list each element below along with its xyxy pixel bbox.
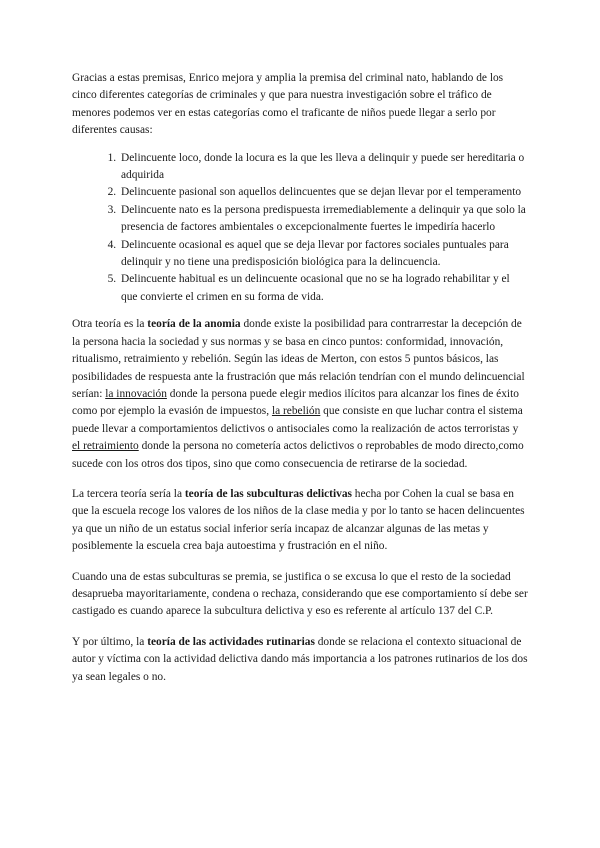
intro-paragraph: Gracias a estas premisas, Enrico mejora y amplia la premisa del criminal nato, hablando de los cinco diferentes categorías de criminales y que para nuestra investigación sobre el tráfico de menores podemos ver en estas categorías como el traficante de niños puede llegar a serlo por diferentes causas: [72, 72, 504, 137]
text-run: donde se relaciona el contexto situacional de autor y víctima con la actividad delictiva dando más importancia a los patrones rutinarios de los dos ya sean legales o no. [72, 635, 528, 683]
text-run: donde la persona puede elegir medios ilícitos para alcanzar los fines de éxito como por ejemplo la evasión de impuestos, [72, 387, 519, 418]
underlined-retraimiento: el retraimiento [72, 440, 139, 453]
text-run: hecha por Cohen la cual se basa en que la escuela recoge los valores de los niños de la clase media y por lo tanto se hacen delincuentes ya que un niño de un estatus social inferior sería incapaz de alcanzar algunas de las metas y posiblemente la escuela crea baja autoestima y frustración en el niño. [72, 487, 525, 553]
list-item: 2. Delincuente pasional son aquellos delincuentes que se dejan llevar por el temperamento [119, 184, 528, 201]
anomia-paragraph [72, 316, 528, 473]
underlined-innovacion: la innovación [105, 387, 167, 400]
anomia-term: teoría de la anomia [147, 318, 241, 331]
list-item: 5. Delincuente habitual es un delincuente ocasional que no se ha logrado rehabilitar y el que convierte el crimen en su forma de vida. [119, 271, 528, 306]
text-run: que consiste en que luchar contra el sistema puede llevar a comportamientos delictivos o antisociales como la realización de actos terroristas y [72, 405, 523, 435]
subculturas-paragraph [72, 486, 528, 556]
text-run: donde existe la posibilidad para contrarrestar la decepción de la persona hacia la sociedad y sus normas y se basa en cinco puntos: conformidad, innovación, ritualismo, retraimiento y rebelión. Según las ideas de Merton, con estos 5 puntos básicos, las posibilidades de respuesta ante la frustración que más relación tendrían con el mundo delincuencial serían: [72, 318, 525, 400]
text-run: La tercera teoría sería la [72, 487, 185, 500]
text-run: Otra teoría es la [72, 318, 148, 331]
text-run: Y por último, la [72, 635, 148, 648]
criminal-categories-list [72, 150, 528, 307]
list-item: 3. Delincuente nato es la persona predispuesta irremediablemente a delinquir ya que solo la presencia de factores ambientales o excepcionalmente fuertes le impediría hacerlo [119, 202, 528, 237]
rutinarias-term: teoría de las actividades rutinarias [147, 635, 315, 648]
list-item: 4. Delincuente ocasional es aquel que se deja llevar por factores sociales puntuales para delinquir y no tiene una predisposición biológica para la delincuencia. [119, 237, 528, 272]
list-item: 1. Delincuente loco, donde la locura es la que les lleva a delinquir y puede ser hereditaria o adquirida [119, 150, 528, 185]
subculturas-term: teoría de las subculturas delictivas [184, 487, 352, 500]
rutinarias-paragraph [72, 634, 528, 686]
premia-paragraph: Cuando una de estas subculturas se premia, se justifica o se excusa lo que el resto de la sociedad desaprueba mayoritariamente, condena o rechaza, considerando que ese comportamiento sí debe ser castigado es cuando aparece la subcultura delictiva y eso es referente al artículo 137 del C.P. [72, 570, 528, 618]
text-run: donde la persona no cometería actos delictivos o reprobables de modo directo,como sucede con los otros dos tipos, sino que como consecuencia de retirarse de la sociedad. [72, 440, 524, 470]
underlined-rebelion: la rebelión [271, 405, 321, 418]
